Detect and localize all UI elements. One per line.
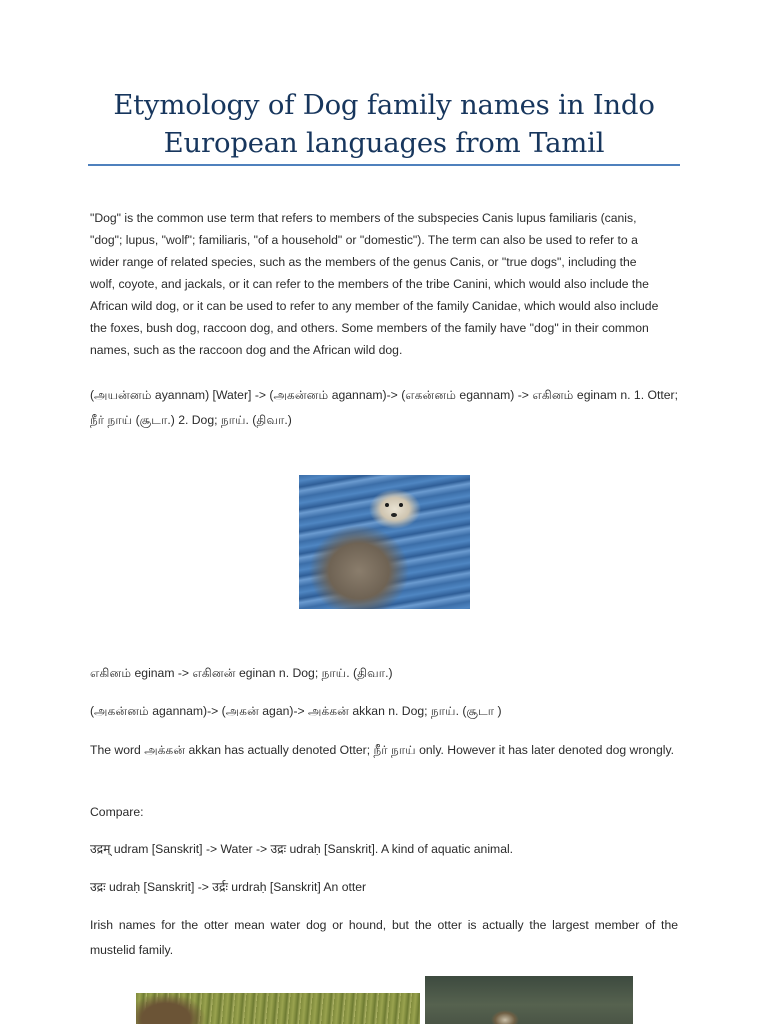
intro-line: wider range of related species, such as the members of the genus Canis, or "true dogs", including the [90,255,637,269]
tamil-etymology-paragraph-1: (அயன்னம் ayannam) [Water] -> (அகன்னம் agannam)-> (எகன்னம் egannam) -> எகினம் eginam n. 1. Otter; நீர் நாய் (சூடா.) 2. Dog; நாய். (திவா.) [90,388,678,427]
sea-otter-photo [299,475,470,609]
compare-label: Compare: [90,805,144,819]
sanskrit-line-2: उद्रः udraḥ [Sanskrit] -> उर्द्रः urdraḥ [Sanskrit] An otter [90,880,367,894]
tamil-etymology-paragraph-3: (அகன்னம் agannam)-> (அகன் agan)-> அக்கன் akkan n. Dog; நாய். (சூடா ) [90,704,502,718]
title-line-1: Etymology of Dog family names in Indo [113,89,655,121]
intro-paragraph [90,207,678,361]
title-underline [88,164,680,166]
intro-line: African wild dog, or it can be used to refer to any member of the family Canidae, which would also include [90,299,659,313]
otter-nose [391,513,397,517]
intro-line: wolf, coyote, and jackals, or it can refer to the members of the tribe Canini, which would also include the [90,277,649,291]
otter-eye [385,503,389,507]
otter-on-grass-photo [136,993,420,1024]
irish-names-paragraph: Irish names for the otter mean water dog or hound, but the otter is actually the largest member of the mustelid family. [90,918,678,957]
intro-line: the foxes, bush dog, raccoon dog, and others. Some members of the family have "dog" in their common [90,321,649,335]
intro-line: "Dog" is the common use term that refers to members of the subspecies Canis lupus familiaris (canis, [90,211,637,225]
sanskrit-line-1: उद्रम् udram [Sanskrit] -> Water -> उद्रः udraḥ [Sanskrit]. A kind of aquatic animal. [90,842,514,856]
tamil-etymology-paragraph-4: The word அக்கன் akkan has actually denoted Otter; நீர் நாய் only. However it has later denoted dog wrongly. [90,743,675,757]
otter-in-water-photo [425,976,633,1024]
intro-line: names, such as the raccoon dog and the African wild dog. [90,343,403,357]
title-line-2: European languages from Tamil [163,127,605,159]
tamil-etymology-paragraph-2: எகினம் eginam -> எகினன் eginan n. Dog; நாய். (திவா.) [90,666,393,680]
document-title [90,86,678,162]
intro-line: "dog"; lupus, "wolf"; familiaris, "of a household" or "domestic"). The term can also be used to refer to a [90,233,638,247]
otter-eye [399,503,403,507]
